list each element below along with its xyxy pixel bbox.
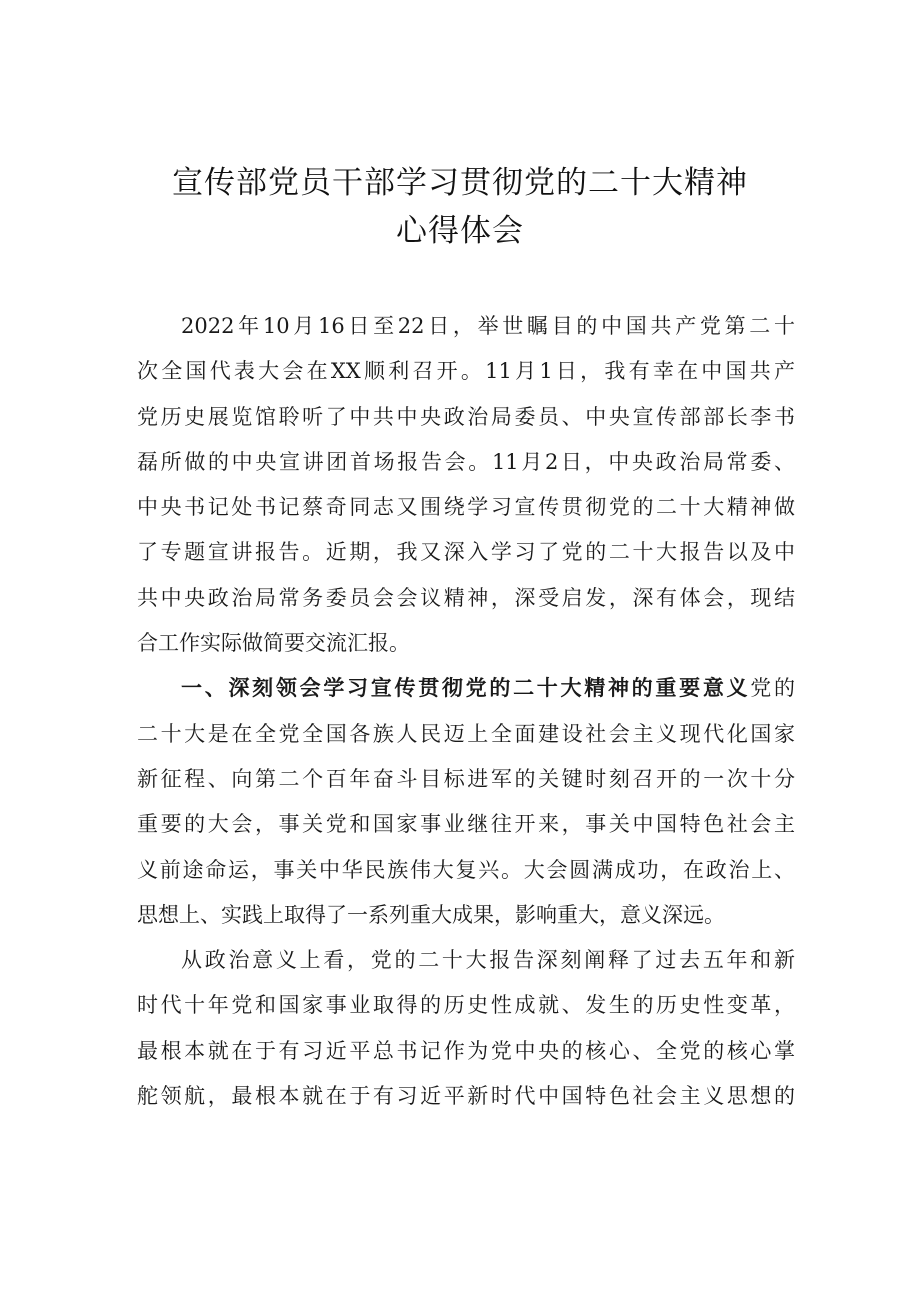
paragraph-3-line-3: 最根本就在于有习近平总书记作为党中央的核心、全党的核心掌 <box>137 1038 795 1063</box>
paragraph-2-line-3: 新征程、向第二个百年奋斗目标进军的关键时刻召开的一次十分 <box>137 766 795 791</box>
paragraph-1-line-2: 次全国代表大会在XX顺利召开。11月1日，我有幸在中国共产 <box>137 359 795 384</box>
document-title-line-2: 心得体会 <box>396 213 524 249</box>
paragraph-1-line-4: 磊所做的中央宣讲团首场报告会。11月2日，中央政治局常委、 <box>137 449 795 474</box>
paragraph-1-line-7: 共中央政治局常务委员会会议精神，深受启发，深有体会，现结 <box>137 585 795 610</box>
paragraph-2-line-5: 义前途命运，事关中华民族伟大复兴。大会圆满成功，在政治上、 <box>137 857 795 882</box>
section-heading: 一、深刻领会学习宣传贯彻党的二十大精神的重要意义 <box>181 676 751 701</box>
paragraph-3-line-4: 舵领航，最根本就在于有习近平新时代中国特色社会主义思想的 <box>137 1084 795 1109</box>
document-title-line-1: 宣传部党员干部学习贯彻党的二十大精神 <box>172 165 748 201</box>
paragraph-2-line-4: 重要的大会，事关党和国家事业继往开来，事关中国特色社会主 <box>137 812 795 837</box>
paragraph-2-line-1-rest: 党的 <box>750 676 795 701</box>
document-body <box>137 304 795 1119</box>
paragraph-1-line-6: 了专题宣讲报告。近期，我又深入学习了党的二十大报告以及中 <box>137 540 795 565</box>
paragraph-2-line-6: 思想上、实践上取得了一系列重大成果，影响重大，意义深远。 <box>137 902 725 927</box>
paragraph-1-line-8: 合工作实际做简要交流汇报。 <box>137 631 410 656</box>
paragraph-1-line-3: 党历史展览馆聆听了中共中央政治局委员、中央宣传部部长李书 <box>137 404 795 429</box>
paragraph-1-line-1: 2022年10月16日至22日，举世瞩目的中国共产党第二十 <box>181 314 795 338</box>
paragraph-1-line-5: 中央书记处书记蔡奇同志又围绕学习宣传贯彻党的二十大精神做 <box>137 495 795 520</box>
paragraph-3-line-1: 从政治意义上看，党的二十大报告深刻阐释了过去五年和新 <box>181 948 795 973</box>
paragraph-2-line-2: 二十大是在全党全国各族人民迈上全面建设社会主义现代化国家 <box>137 721 795 746</box>
paragraph-2-line-1 <box>137 666 795 711</box>
paragraph-3-line-2: 时代十年党和国家事业取得的历史性成就、发生的历史性变革， <box>137 993 795 1018</box>
